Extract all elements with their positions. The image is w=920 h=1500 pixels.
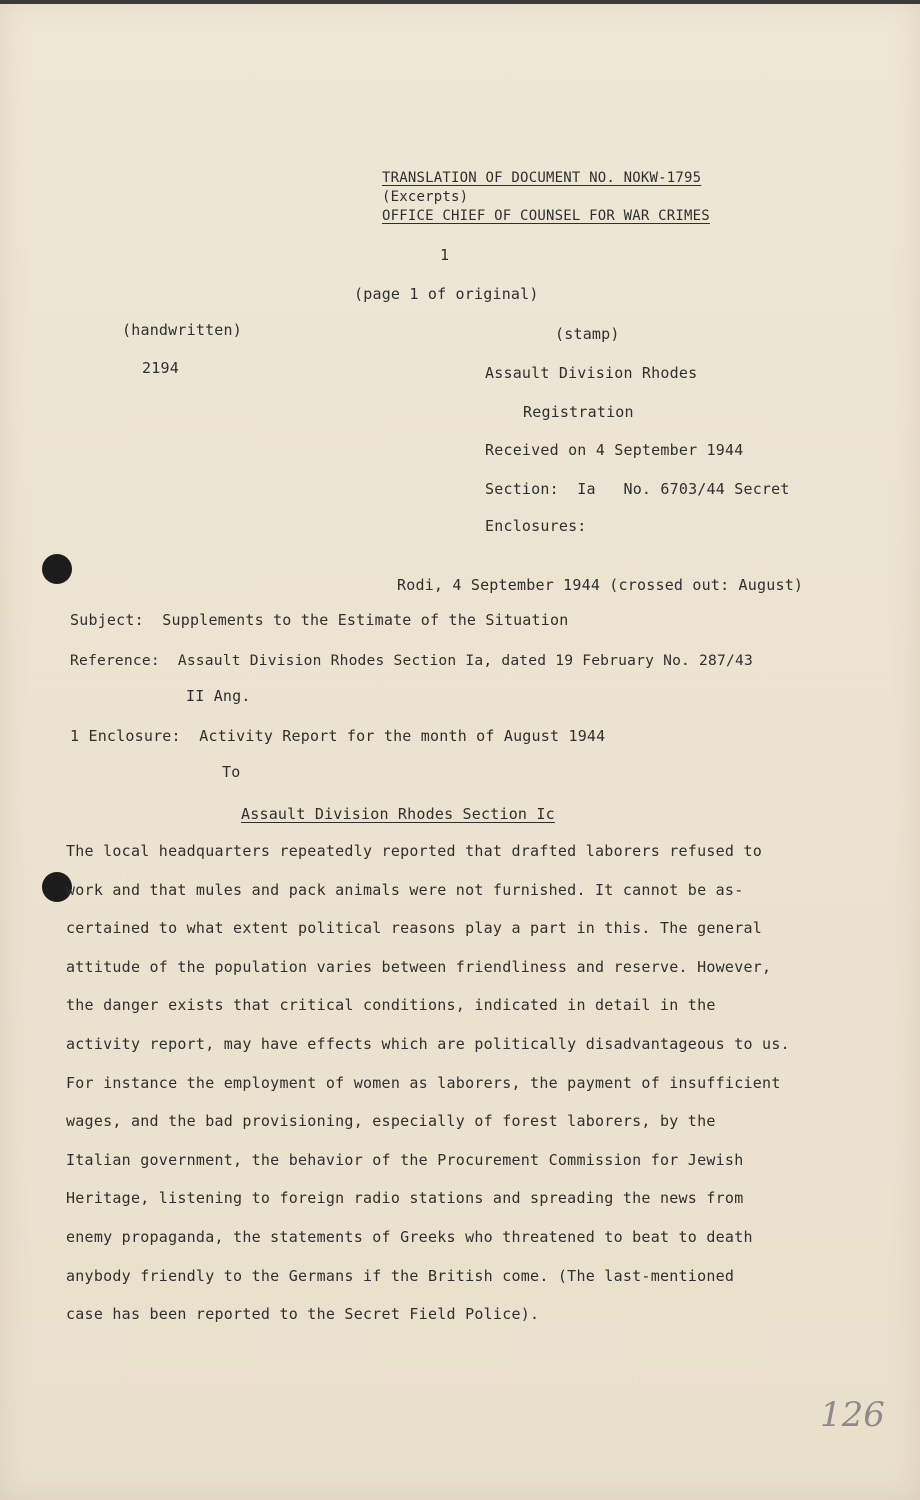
body-line: The local headquarters repeatedly reported that drafted laborers refused to	[66, 842, 763, 860]
top-edge	[0, 0, 920, 4]
body-line: Heritage, listening to foreign radio stations and spreading the news from	[66, 1189, 744, 1208]
enclosure-line: 1 Enclosure: Activity Report for the month of August 1944	[70, 727, 606, 745]
body-line: certained to what extent political reasons play a part in this. The general	[66, 919, 763, 938]
place-date: Rodi, 4 September 1944 (crossed out: August)	[397, 576, 804, 594]
punch-hole-top	[42, 554, 72, 584]
stamp-received: Received on 4 September 1944	[485, 441, 744, 459]
body-line: Italian government, the behavior of the Procurement Commission for Jewish	[66, 1150, 744, 1169]
body-line: the danger exists that critical conditions, indicated in detail in the	[66, 996, 716, 1015]
header-excerpts: (Excerpts)	[382, 189, 469, 205]
stamp-section: Section: Ia No. 6703/44 Secret	[485, 480, 790, 498]
handwritten-value: 2194	[142, 359, 179, 377]
body-line: attitude of the population varies between friendliness and reserve. However,	[66, 957, 772, 976]
body-line: For instance the employment of women as laborers, the payment of insufficient	[66, 1073, 781, 1092]
stamp-label: (stamp)	[555, 325, 620, 343]
stamp-enclosures: Enclosures:	[485, 517, 587, 535]
stamp-registration: Registration	[523, 403, 634, 421]
body-line: anybody friendly to the Germans if the British come. (The last-mentioned	[66, 1266, 735, 1285]
reference-line-1: Reference: Assault Division Rhodes Section Ia, dated 19 February No. 287/43	[70, 652, 753, 669]
body-line: activity report, may have effects which are politically disadvantageous to us.	[66, 1034, 790, 1053]
subject-line: Subject: Supplements to the Estimate of the Situation	[70, 611, 569, 629]
body-line: work and that mules and pack animals were not furnished. It cannot be as-	[66, 880, 744, 899]
recipient: Assault Division Rhodes Section Ic	[241, 805, 555, 823]
header-office: OFFICE CHIEF OF COUNSEL FOR WAR CRIMES	[382, 208, 710, 224]
handwritten-label: (handwritten)	[122, 321, 242, 339]
body-line: case has been reported to the Secret Field Police).	[66, 1305, 540, 1324]
page-number: 1	[440, 246, 450, 264]
page-of-original: (page 1 of original)	[354, 285, 539, 303]
reference-line-2: II Ang.	[186, 687, 251, 705]
to-label: To	[222, 763, 241, 781]
stamp-division: Assault Division Rhodes	[485, 364, 698, 382]
body-line: wages, and the bad provisioning, especially of forest laborers, by the	[66, 1112, 716, 1131]
body-paragraph	[66, 842, 826, 1344]
body-line: enemy propaganda, the statements of Greeks who threatened to beat to death	[66, 1227, 753, 1246]
stamped-page-number: 126	[820, 1395, 885, 1435]
header-title: TRANSLATION OF DOCUMENT NO. NOKW-1795	[382, 170, 702, 186]
